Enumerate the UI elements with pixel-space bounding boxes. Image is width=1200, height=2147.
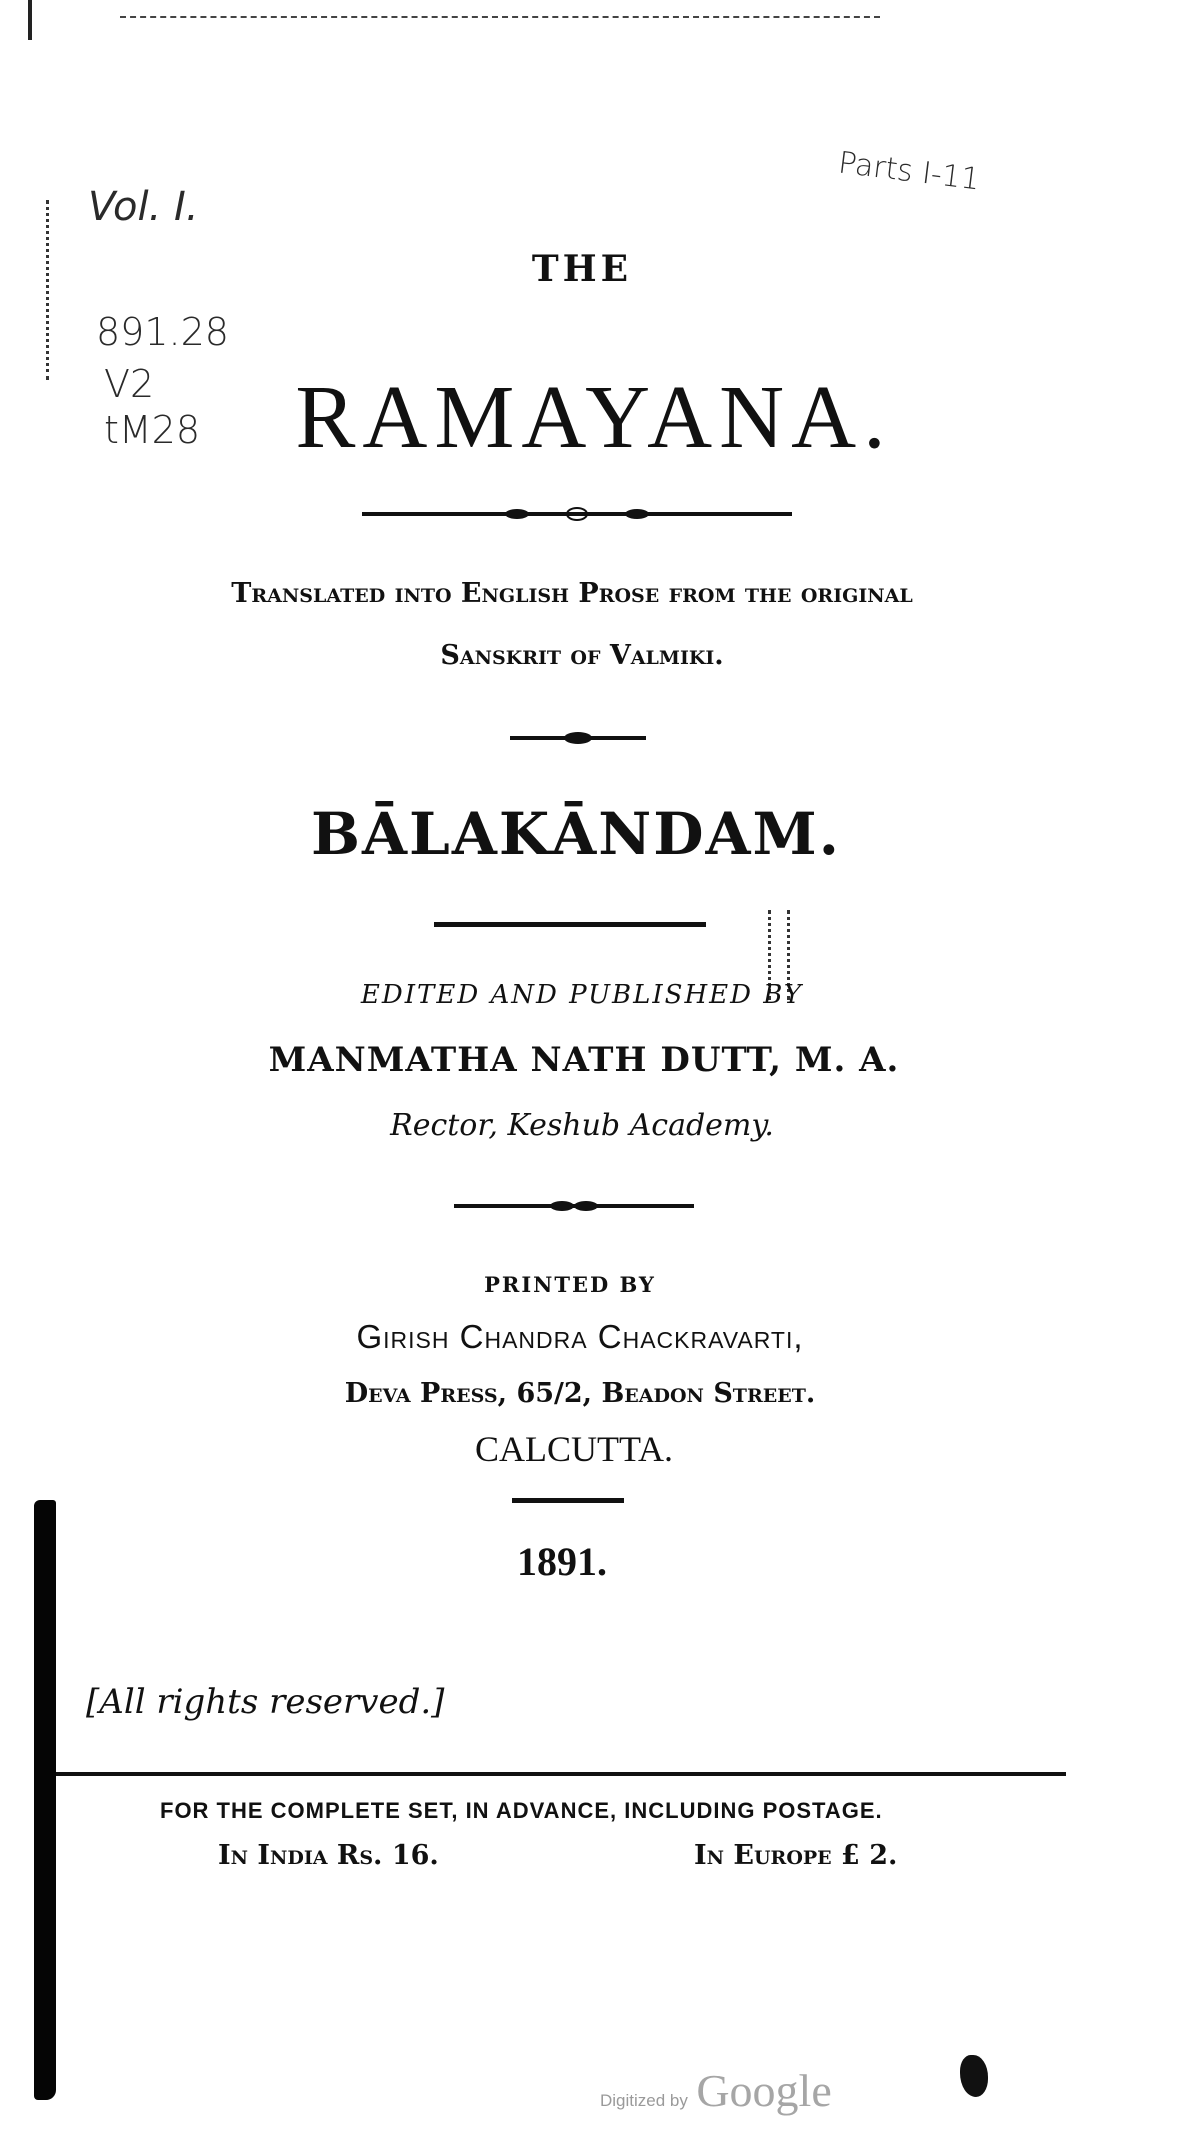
printer-name: Girish Chandra Chackravarti, [356,1318,804,1355]
scan-dash-top [120,16,880,20]
publication-year: 1891. [517,1539,607,1584]
title-the: THE [531,248,633,290]
editor-position: Rector, Keshub Academy. [390,1108,774,1143]
pricing-header: FOR THE COMPLETE SET, IN ADVANCE, INCLUDING POSTAGE. [160,1798,883,1823]
handwritten-parts: Parts I-11 [836,145,982,198]
rights-notice: [All rights reserved.] [86,1682,445,1722]
printer-city: CALCUTTA. [474,1429,674,1469]
scan-margin-strip-left [34,1500,56,2100]
editor-name: MANMATHA NATH DUTT, M. A. [268,1040,900,1080]
printer-label: PRINTED BY [484,1272,656,1297]
digitized-by-label [600,2064,832,2117]
google-logo-text: Google [696,2065,832,2116]
ink-blot [960,2055,988,2097]
handwritten-call-number-line2: V2 [104,362,155,406]
translation-line-1: Translated into English Prose from the original [231,578,913,609]
pricing-india: In India Rs. 16. [218,1840,439,1871]
ornamental-rule-1 [362,504,792,524]
pricing-europe: In Europe £ 2. [694,1840,898,1871]
rule-3 [434,922,706,927]
handwritten-volume: Vol. I. [88,184,199,230]
editor-credit: EDITED AND PUBLISHED BY [360,980,804,1010]
ornamental-rule-2 [510,731,646,745]
page-title: RAMAYANA. [295,368,893,467]
rule-5 [512,1498,624,1503]
translation-line-2: Sanskrit of Valmiki. [440,640,724,671]
rule-bottom [56,1772,1066,1776]
handwritten-call-number-line1: 891.28 [96,310,229,354]
printer-address: Deva Press, 65/2, Beadon Street. [344,1378,816,1409]
book-title: BĀLAKĀNDAM. [311,800,841,868]
handwritten-call-number-line3: tM28 [104,408,201,452]
scan-margin-specks-left [46,200,55,380]
scan-margin-mark-top [28,0,32,40]
digitized-prefix: Digitized by [600,2091,688,2110]
ornamental-rule-4 [454,1198,694,1214]
